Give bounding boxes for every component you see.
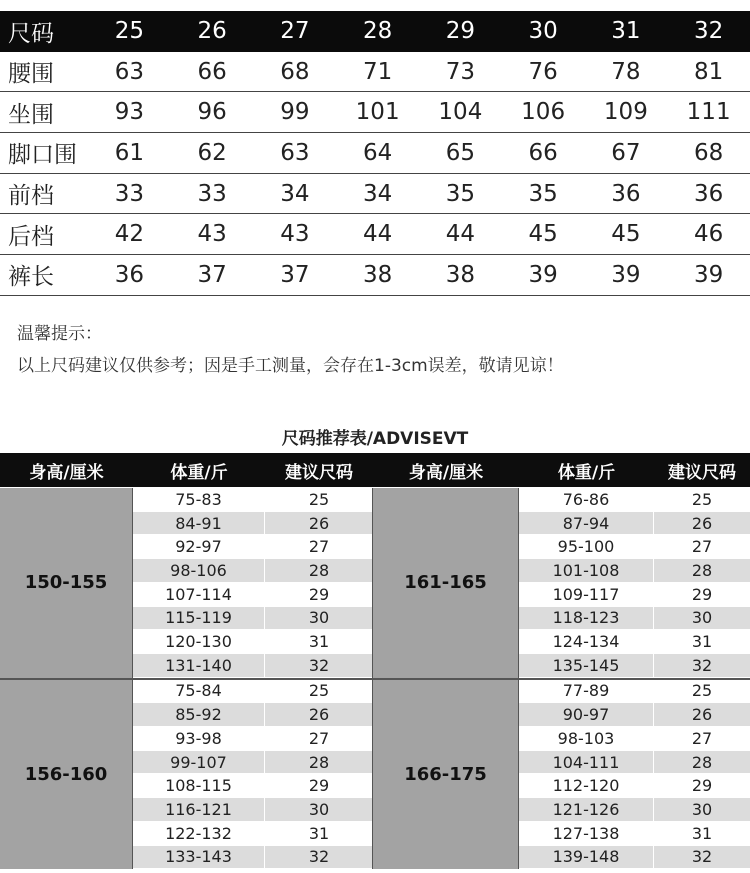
measure-value: 66 bbox=[528, 139, 558, 166]
suggested-size: 29 bbox=[265, 583, 373, 606]
measure-value: 35 bbox=[528, 180, 558, 207]
recommend-row bbox=[133, 703, 373, 727]
size-header-cell: 31 bbox=[611, 18, 641, 45]
weight-range: 107-114 bbox=[133, 583, 265, 606]
suggested-size: 28 bbox=[654, 751, 750, 774]
suggested-size: 25 bbox=[654, 488, 750, 511]
weight-range: 98-106 bbox=[133, 559, 265, 582]
measure-value: 106 bbox=[521, 99, 566, 126]
suggested-size: 27 bbox=[265, 535, 373, 558]
measure-value: 36 bbox=[611, 180, 641, 207]
tips-title: 温馨提示： bbox=[17, 324, 102, 344]
measure-value: 78 bbox=[611, 58, 641, 85]
measure-value: 99 bbox=[280, 99, 310, 126]
measure-label: 前档 bbox=[8, 183, 54, 210]
recommend-row bbox=[519, 559, 750, 583]
suggested-size: 32 bbox=[265, 654, 373, 677]
measure-value: 43 bbox=[197, 221, 227, 248]
weight-range: 121-126 bbox=[519, 798, 654, 821]
recommend-row bbox=[133, 798, 373, 822]
recommend-row bbox=[133, 607, 373, 631]
size-header-cell: 28 bbox=[362, 18, 393, 45]
height-range: 166-175 bbox=[373, 680, 519, 870]
measure-value: 109 bbox=[603, 99, 648, 126]
suggested-size: 29 bbox=[265, 774, 373, 797]
suggested-size: 30 bbox=[654, 798, 750, 821]
tips-text: 以上尺码建议仅供参考；因是手工测量，会存在1-3cm误差，敬请见谅！ bbox=[17, 356, 564, 376]
measure-value: 68 bbox=[693, 139, 724, 166]
recommend-row bbox=[133, 846, 373, 870]
recommend-row bbox=[519, 630, 750, 654]
measure-value: 65 bbox=[445, 139, 476, 166]
weight-range: 133-143 bbox=[133, 846, 265, 869]
size-table-header bbox=[0, 11, 750, 52]
tips bbox=[17, 318, 564, 382]
measure-value: 101 bbox=[355, 99, 400, 126]
size-row bbox=[0, 214, 750, 255]
suggested-size: 27 bbox=[654, 535, 750, 558]
measure-value: 37 bbox=[197, 261, 227, 288]
suggested-size: 30 bbox=[265, 607, 373, 630]
size-header-cell: 25 bbox=[114, 18, 145, 45]
measure-value: 34 bbox=[362, 180, 393, 207]
weight-range: 99-107 bbox=[133, 751, 265, 774]
suggested-size: 30 bbox=[265, 798, 373, 821]
measure-value: 111 bbox=[686, 99, 731, 126]
weight-range: 131-140 bbox=[133, 654, 265, 677]
suggested-size: 27 bbox=[654, 727, 750, 750]
measure-value: 38 bbox=[445, 261, 476, 288]
weight-range: 90-97 bbox=[519, 703, 654, 726]
recommend-row bbox=[519, 654, 750, 678]
size-row bbox=[0, 174, 750, 215]
size-header-cell: 29 bbox=[445, 18, 476, 45]
weight-range: 95-100 bbox=[519, 535, 654, 558]
weight-range: 120-130 bbox=[133, 630, 265, 653]
size-row bbox=[0, 133, 750, 174]
recommend-row bbox=[519, 751, 750, 775]
header-weight: 体重/斤 bbox=[557, 462, 616, 483]
measure-value: 68 bbox=[280, 58, 310, 85]
measure-value: 67 bbox=[611, 139, 641, 166]
suggested-size: 26 bbox=[654, 512, 750, 535]
header-label: 尺码 bbox=[8, 20, 54, 47]
measure-value: 81 bbox=[693, 58, 724, 85]
recommend-row bbox=[519, 607, 750, 631]
size-header-cell: 32 bbox=[693, 18, 724, 45]
size-row bbox=[0, 52, 750, 93]
weight-range: 75-83 bbox=[133, 488, 265, 511]
recommend-row bbox=[133, 751, 373, 775]
suggested-size: 32 bbox=[654, 654, 750, 677]
weight-range: 101-108 bbox=[519, 559, 654, 582]
measure-value: 33 bbox=[114, 180, 145, 207]
measure-value: 63 bbox=[280, 139, 310, 166]
measure-value: 96 bbox=[197, 99, 227, 126]
recommend-row bbox=[519, 703, 750, 727]
measure-label: 坐围 bbox=[8, 101, 54, 128]
weight-range: 109-117 bbox=[519, 583, 654, 606]
suggested-size: 28 bbox=[265, 751, 373, 774]
recommend-row bbox=[133, 774, 373, 798]
suggested-size: 28 bbox=[265, 559, 373, 582]
measure-value: 73 bbox=[445, 58, 476, 85]
suggested-size: 27 bbox=[265, 727, 373, 750]
recommend-row bbox=[133, 512, 373, 536]
measure-label: 后档 bbox=[8, 223, 54, 250]
weight-range: 77-89 bbox=[519, 680, 654, 703]
recommend-row bbox=[133, 727, 373, 751]
weight-range: 116-121 bbox=[133, 798, 265, 821]
weight-range: 75-84 bbox=[133, 680, 265, 703]
suggested-size: 32 bbox=[265, 846, 373, 869]
suggested-size: 31 bbox=[265, 630, 373, 653]
size-header-cell: 26 bbox=[197, 18, 227, 45]
measure-value: 104 bbox=[438, 99, 483, 126]
measure-value: 66 bbox=[197, 58, 227, 85]
recommend-row bbox=[133, 583, 373, 607]
weight-range: 92-97 bbox=[133, 535, 265, 558]
suggested-size: 25 bbox=[265, 488, 373, 511]
recommend-row bbox=[519, 727, 750, 751]
suggested-size: 28 bbox=[654, 559, 750, 582]
recommend-row bbox=[519, 846, 750, 870]
measure-value: 64 bbox=[362, 139, 393, 166]
recommend-row bbox=[519, 798, 750, 822]
column-divider bbox=[372, 488, 373, 869]
suggested-size: 25 bbox=[265, 680, 373, 703]
weight-range: 118-123 bbox=[519, 607, 654, 630]
suggested-size: 25 bbox=[654, 680, 750, 703]
header-height: 身高/厘米 bbox=[29, 462, 104, 483]
suggested-size: 31 bbox=[654, 630, 750, 653]
recommend-row bbox=[519, 680, 750, 704]
measure-value: 45 bbox=[528, 221, 558, 248]
measure-value: 39 bbox=[528, 261, 558, 288]
suggested-size: 31 bbox=[265, 822, 373, 845]
weight-range: 85-92 bbox=[133, 703, 265, 726]
measure-value: 38 bbox=[362, 261, 393, 288]
recommend-row bbox=[133, 654, 373, 678]
recommend-row bbox=[133, 822, 373, 846]
measure-value: 46 bbox=[693, 221, 724, 248]
header-size: 建议尺码 bbox=[668, 462, 736, 483]
suggested-size: 26 bbox=[265, 512, 373, 535]
measure-value: 44 bbox=[362, 221, 393, 248]
weight-range: 98-103 bbox=[519, 727, 654, 750]
weight-range: 87-94 bbox=[519, 512, 654, 535]
size-header-cell: 27 bbox=[280, 18, 310, 45]
header-height: 身高/厘米 bbox=[408, 462, 484, 483]
size-header-cell: 30 bbox=[528, 18, 558, 45]
measure-label: 脚口围 bbox=[8, 142, 77, 169]
weight-range: 115-119 bbox=[133, 607, 265, 630]
weight-range: 124-134 bbox=[519, 630, 654, 653]
weight-range: 84-91 bbox=[133, 512, 265, 535]
measure-value: 39 bbox=[611, 261, 641, 288]
weight-range: 135-145 bbox=[519, 654, 654, 677]
measure-value: 93 bbox=[114, 99, 145, 126]
recommend-header bbox=[0, 453, 750, 487]
recommend-row bbox=[133, 535, 373, 559]
recommend-row bbox=[519, 583, 750, 607]
suggested-size: 29 bbox=[654, 774, 750, 797]
measure-value: 44 bbox=[445, 221, 476, 248]
recommend-row bbox=[133, 488, 373, 512]
weight-range: 112-120 bbox=[519, 774, 654, 797]
height-range: 161-165 bbox=[373, 488, 519, 678]
suggested-size: 30 bbox=[654, 607, 750, 630]
block-divider bbox=[0, 678, 750, 680]
measure-value: 33 bbox=[197, 180, 227, 207]
recommend-row bbox=[133, 630, 373, 654]
size-row bbox=[0, 92, 750, 133]
measure-value: 43 bbox=[280, 221, 310, 248]
measure-value: 35 bbox=[445, 180, 476, 207]
measure-value: 63 bbox=[114, 58, 145, 85]
size-row bbox=[0, 255, 750, 296]
recommend-row bbox=[519, 774, 750, 798]
weight-range: 127-138 bbox=[519, 822, 654, 845]
weight-range: 139-148 bbox=[519, 846, 654, 869]
measure-value: 42 bbox=[114, 221, 145, 248]
suggested-size: 31 bbox=[654, 822, 750, 845]
measure-value: 36 bbox=[114, 261, 145, 288]
weight-range: 108-115 bbox=[133, 774, 265, 797]
measure-value: 34 bbox=[280, 180, 310, 207]
weight-range: 93-98 bbox=[133, 727, 265, 750]
recommend-row bbox=[133, 559, 373, 583]
suggested-size: 32 bbox=[654, 846, 750, 869]
weight-range: 76-86 bbox=[519, 488, 654, 511]
measure-label: 腰围 bbox=[8, 61, 54, 88]
measure-value: 37 bbox=[280, 261, 310, 288]
weight-range: 104-111 bbox=[519, 751, 654, 774]
measure-value: 39 bbox=[693, 261, 724, 288]
suggested-size: 26 bbox=[265, 703, 373, 726]
recommend-row bbox=[519, 488, 750, 512]
suggested-size: 26 bbox=[654, 703, 750, 726]
weight-range: 122-132 bbox=[133, 822, 265, 845]
measure-value: 76 bbox=[528, 58, 558, 85]
header-weight: 体重/斤 bbox=[170, 462, 228, 483]
measure-value: 62 bbox=[197, 139, 227, 166]
size-table bbox=[0, 11, 750, 296]
height-range: 150-155 bbox=[0, 488, 133, 678]
recommend-row bbox=[519, 512, 750, 536]
recommend-row bbox=[133, 680, 373, 704]
recommend-row bbox=[519, 535, 750, 559]
recommend-title: 尺码推荐表/ADVISEVT bbox=[281, 429, 469, 449]
recommend-row bbox=[519, 822, 750, 846]
measure-value: 61 bbox=[114, 139, 145, 166]
measure-label: 裤长 bbox=[8, 264, 54, 291]
height-range: 156-160 bbox=[0, 680, 133, 870]
measure-value: 71 bbox=[362, 58, 393, 85]
measure-value: 36 bbox=[693, 180, 724, 207]
suggested-size: 29 bbox=[654, 583, 750, 606]
measure-value: 45 bbox=[611, 221, 641, 248]
header-size: 建议尺码 bbox=[285, 462, 353, 483]
